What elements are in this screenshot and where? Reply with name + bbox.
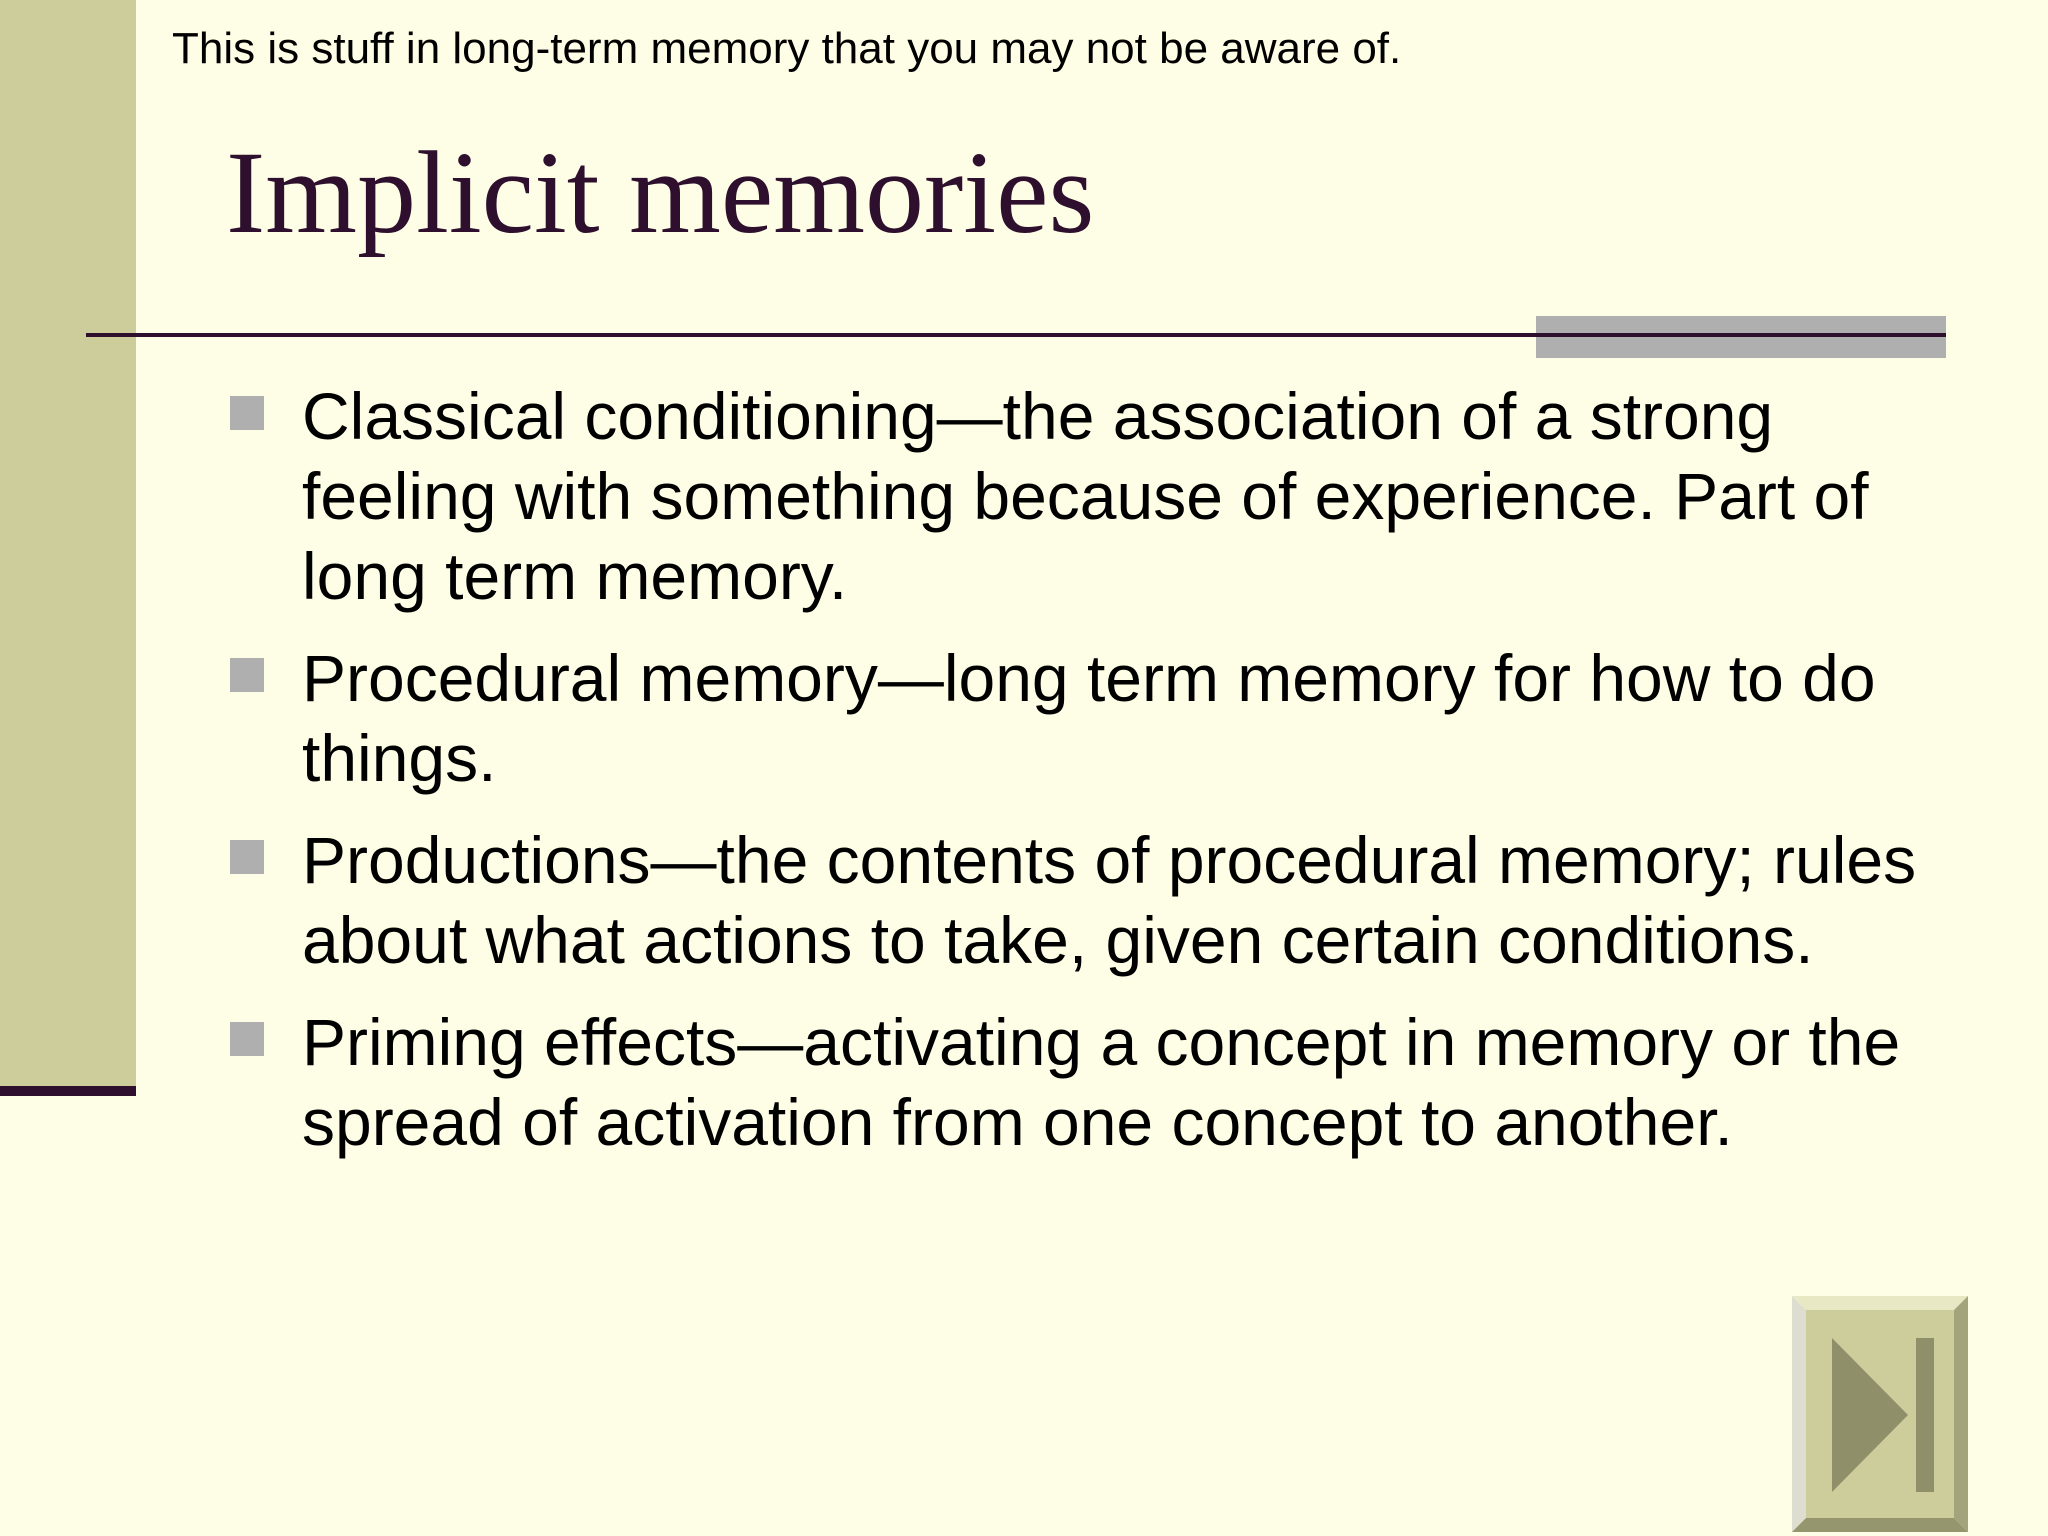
slide-note: This is stuff in long-term memory that you may not be aware of.	[172, 24, 1402, 73]
title-rule-accent	[1536, 316, 1946, 358]
bullet-text: Classical conditioning—the association of a strong feeling with something because of experience. Part of long term memory.	[302, 379, 1869, 613]
bullet-text: Procedural memory—long term memory for how to do things.	[302, 641, 1876, 795]
skip-forward-icon	[1792, 1296, 1968, 1532]
left-bar-underline	[0, 1086, 136, 1096]
square-bullet-icon	[230, 840, 264, 874]
bullet-list	[230, 376, 1930, 1184]
bullet-item	[230, 820, 1930, 980]
slide-title: Implicit memories	[226, 127, 1095, 258]
bullet-item	[230, 376, 1930, 616]
next-slide-button[interactable]	[1792, 1296, 1968, 1532]
square-bullet-icon	[230, 396, 264, 430]
bullet-item	[230, 1002, 1930, 1162]
bullet-text: Productions—the contents of procedural memory; rules about what actions to take, given certain conditions.	[302, 823, 1917, 977]
square-bullet-icon	[230, 658, 264, 692]
bullet-item	[230, 638, 1930, 798]
title-rule-accent-line	[1536, 333, 1946, 337]
bullet-text: Priming effects—activating a concept in memory or the spread of activation from one concept to another.	[302, 1005, 1901, 1159]
left-accent-bar	[0, 0, 136, 1090]
square-bullet-icon	[230, 1022, 264, 1056]
